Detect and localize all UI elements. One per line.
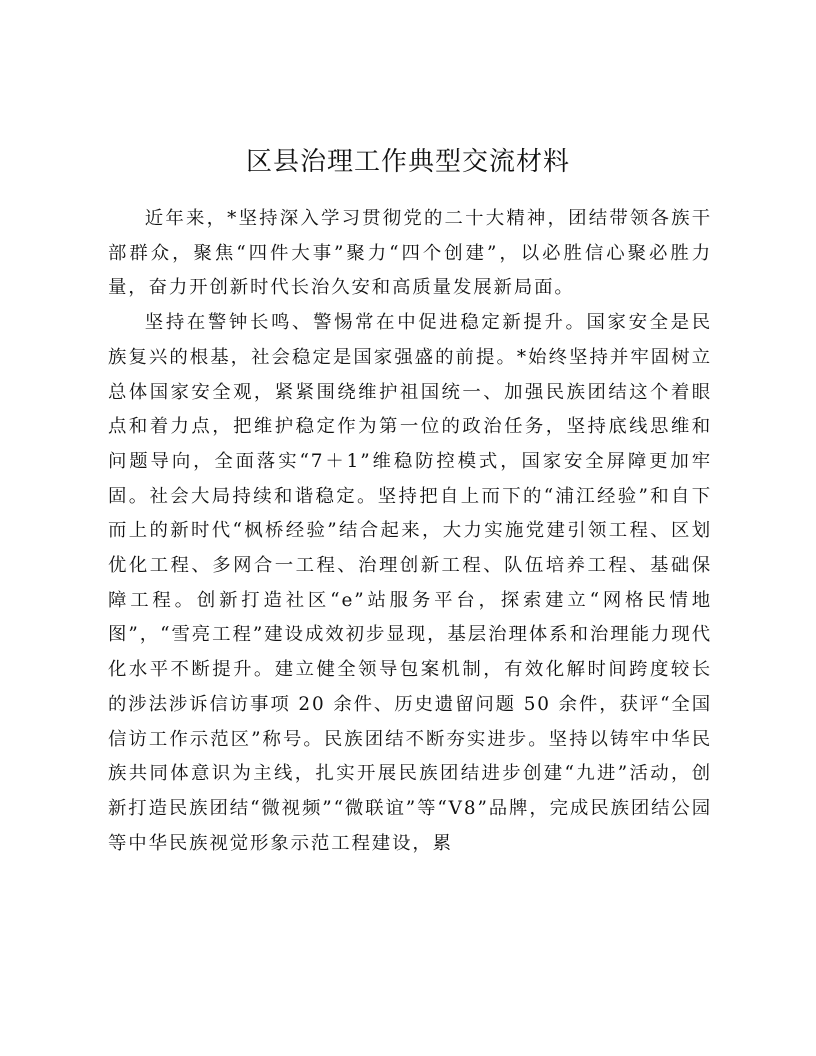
document-title: 区县治理工作典型交流材料	[245, 147, 570, 177]
body-paragraph: 近年来，*坚持深入学习贯彻党的二十大精神，团结带领各族干部群众，聚焦“四件大事”聚力“四个创建”，以必胜信心聚必胜力量，奋力开创新时代长治久安和高质量发展新局面。	[108, 208, 712, 299]
body-paragraph: 坚持在警钟长鸣、警惕常在中促进稳定新提升。国家安全是民族复兴的根基，社会稳定是国家强盛的前提。*始终坚持并牢固树立总体国家安全观，紧紧围绕维护祖国统一、加强民族团结这个着眼点和着力点，把维护稳定作为第一位的政治任务，坚持底线思维和问题导向，全面落实“7＋1”维稳防控模式，国家安全屏障更加牢固。社会大局持续和谐稳定。坚持把自上而下的“浦江经验”和自下而上的新时代“枫桥经验”结合起来，大力实施党建引领工程、区划优化工程、多网合一工程、治理创新工程、队伍培养工程、基础保障工程。创新打造社区“e”站服务平台，探索建立“网格民情地图”，“雪亮工程”建设成效初步显现，基层治理体系和治理能力现代化水平不断提升。建立健全领导包案机制，有效化解时间跨度较长的涉法涉诉信访事项 20 余件、历史遗留问题 50 余件，获评“全国信访工作示范区”称号。民族团结不断夯实进步。坚持以铸牢中华民族共同体意识为主线，扎实开展民族团结进步创建“九进”活动，创新打造民族团结“微视频”“微联谊”等“V8”品牌，完成民族团结公园等中华民族视觉形象示范工程建设，累	[108, 312, 712, 854]
document-body	[108, 202, 712, 861]
